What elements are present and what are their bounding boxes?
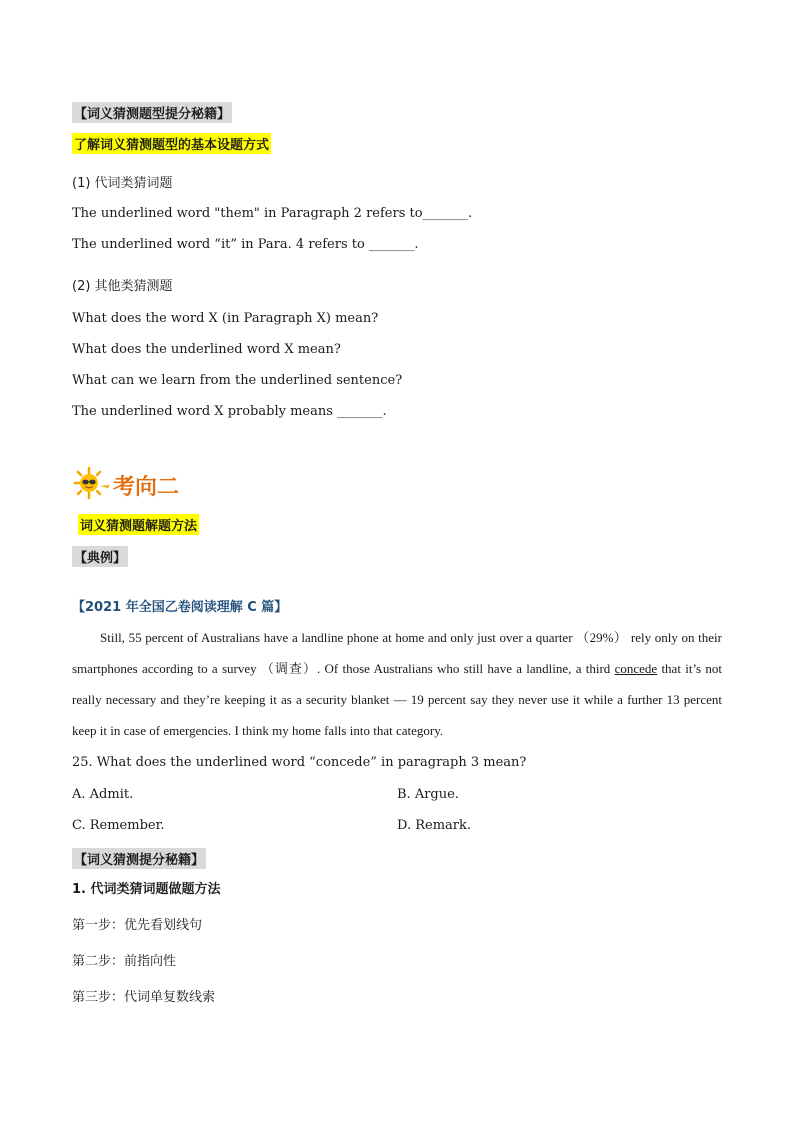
example-tag: 【典例】 [72, 546, 128, 567]
option-b: B. Argue. [397, 787, 459, 802]
tips-tag: 【词义猜测提分秘籍】 [72, 848, 206, 869]
question: 25. What does the underlined word “concede” in paragraph 3 mean? [72, 755, 527, 770]
sun-sunglasses-icon [72, 466, 112, 500]
step-item: 第一步：优先看划线句 [72, 918, 203, 933]
step-item: 第三步：代词单复数线索 [72, 990, 216, 1005]
passage-text: that it’s not really necessary and they’re keeping it as a security blanket — 19 percent say they never use it while a further 13 percent keep it in case of emergencies. I think my home falls into that category. [72, 661, 722, 738]
item2-line: What does the word X (in Paragraph X) mean? [72, 311, 379, 326]
underlined-word: concede [614, 661, 658, 676]
item2-line: What does the underlined word X mean? [72, 342, 341, 357]
option-d: D. Remark. [397, 818, 472, 833]
item2-line: The underlined word X probably means _______. [72, 404, 387, 419]
item1-line: The underlined word “it” in Para. 4 refers to _______. [72, 237, 419, 252]
tips-tag: 【词义猜测题型提分秘籍】 [72, 102, 232, 123]
passage-text: Still, 55 percent of Australians have a landline phone at home and only just over a quarter （29%） rely only on their smartphones according to a survey （调查）. Of those Australians who still have a landline, a third [72, 630, 722, 676]
item1-line: The underlined word "them" in Paragraph 2 refers to_______. [72, 206, 473, 221]
section-subtitle: 了解词义猜测题型的基本设题方式 [72, 133, 271, 154]
section-title: 考向二 [113, 475, 180, 500]
item1-heading: (1) 代词类猜词题 [72, 176, 173, 191]
passage-source: 【2021 年全国乙卷阅读理解 C 篇】 [72, 600, 288, 615]
method-subtitle: 词义猜测题解题方法 [78, 514, 199, 535]
passage-paragraph [72, 622, 722, 746]
method-title: 1. 代词类猜词题做题方法 [72, 882, 221, 897]
option-a: A. Admit. [72, 787, 134, 802]
step-item: 第二步：前指向性 [72, 954, 177, 969]
option-c: C. Remember. [72, 818, 165, 833]
item2-heading: (2) 其他类猜测题 [72, 279, 173, 294]
item2-line: What can we learn from the underlined sentence? [72, 373, 403, 388]
